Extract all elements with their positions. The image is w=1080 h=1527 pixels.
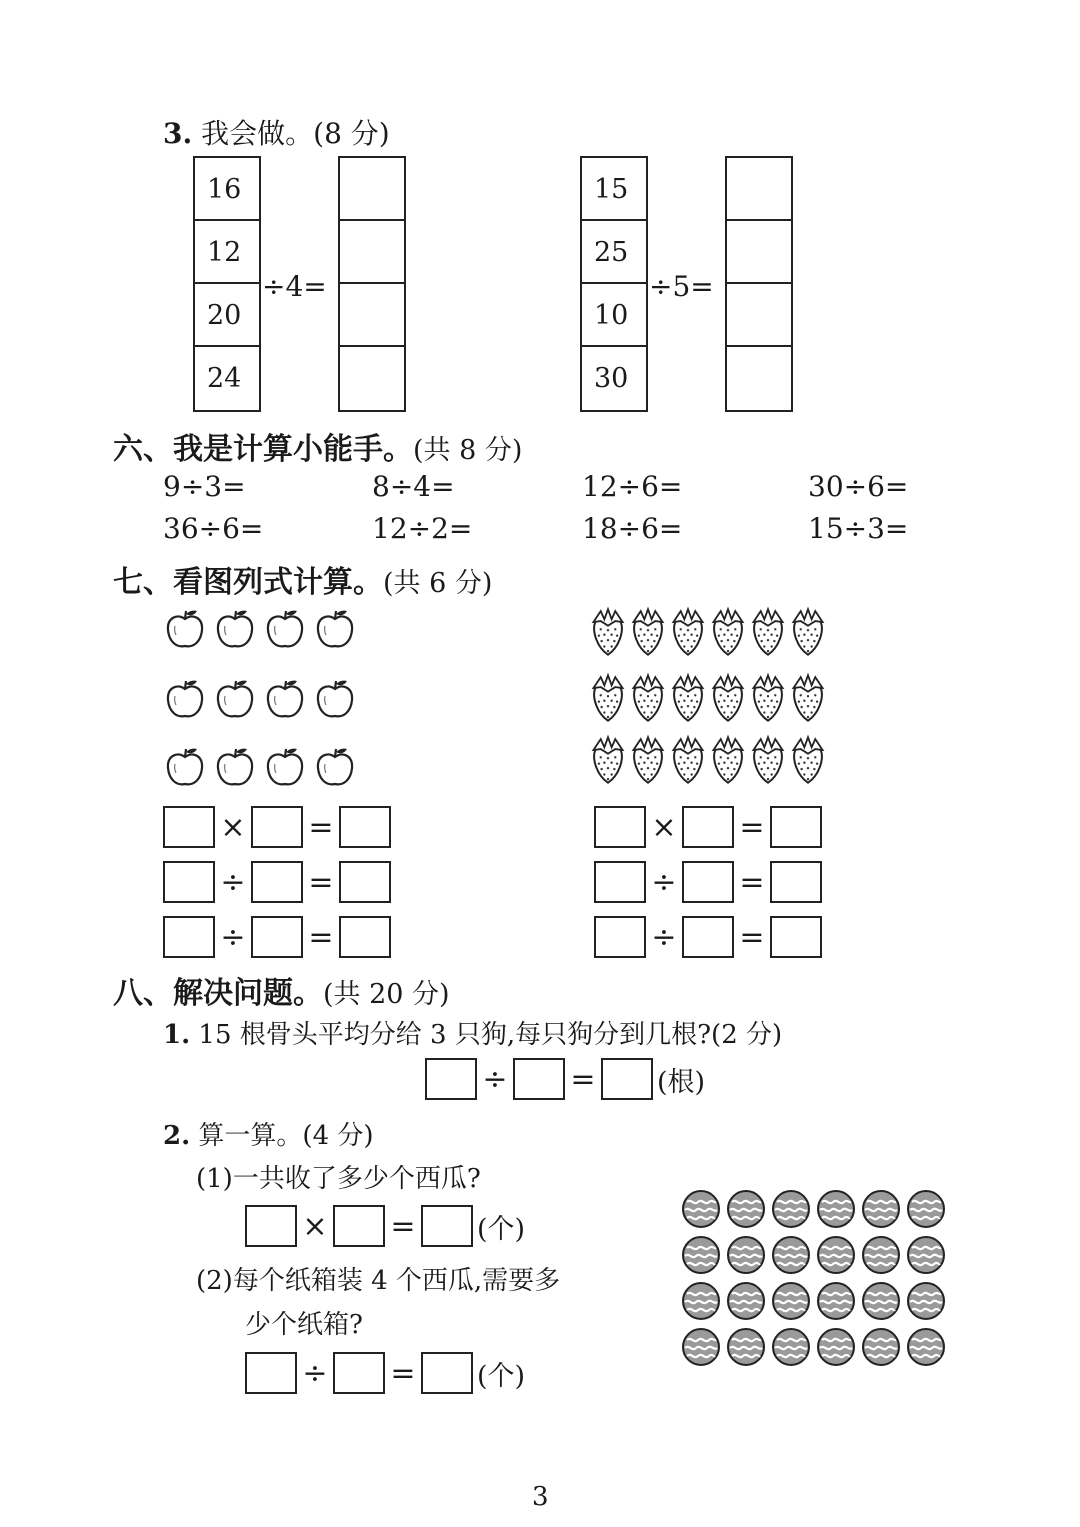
strawberry-icon bbox=[633, 609, 662, 654]
section-8-title: 八、解决问题。 bbox=[113, 976, 323, 1011]
watermelon-icon bbox=[818, 1329, 854, 1365]
operator: ÷ bbox=[302, 1355, 328, 1391]
answer-box[interactable] bbox=[727, 221, 791, 284]
strawberry-group bbox=[588, 604, 838, 793]
right-answer-column bbox=[725, 156, 793, 412]
answer-box[interactable] bbox=[421, 1352, 473, 1394]
strawberry-icon bbox=[633, 675, 662, 720]
q1-text: 15 根骨头平均分给 3 只狗,每只狗分到几根?(2 分) bbox=[198, 1020, 783, 1050]
equals-sign: = bbox=[739, 864, 765, 900]
section-7-heading bbox=[113, 557, 492, 601]
strawberry-icon bbox=[753, 675, 782, 720]
answer-box[interactable] bbox=[727, 347, 791, 410]
apple-grid bbox=[163, 608, 363, 798]
strawberry-icon bbox=[633, 737, 662, 782]
strawberry-icon bbox=[593, 737, 622, 782]
page-number: 3 bbox=[532, 1482, 549, 1512]
answer-box[interactable] bbox=[333, 1205, 385, 1247]
q2-sub1-equation bbox=[245, 1205, 525, 1247]
strawberry-equation-row bbox=[594, 861, 822, 903]
answer-box[interactable] bbox=[682, 916, 734, 958]
q2-number: 2. bbox=[163, 1121, 191, 1151]
apple-icon bbox=[268, 611, 302, 647]
watermelon-icon bbox=[863, 1237, 899, 1273]
watermelon-icon bbox=[773, 1191, 809, 1227]
operator: ÷ bbox=[482, 1061, 508, 1097]
q2-heading bbox=[163, 1115, 374, 1152]
strawberry-icon bbox=[593, 609, 622, 654]
operator: × bbox=[651, 809, 677, 845]
answer-box[interactable] bbox=[340, 347, 404, 410]
strawberry-icon bbox=[793, 609, 822, 654]
watermelon-icon bbox=[818, 1283, 854, 1319]
watermelon-icon bbox=[773, 1283, 809, 1319]
answer-box[interactable] bbox=[333, 1352, 385, 1394]
answer-box[interactable] bbox=[425, 1058, 477, 1100]
answer-box[interactable] bbox=[339, 861, 391, 903]
watermelon-group bbox=[681, 1189, 951, 1379]
calc-item: 8÷4= bbox=[372, 470, 455, 503]
section-8-points: (共 20 分) bbox=[323, 979, 450, 1010]
answer-box[interactable] bbox=[682, 861, 734, 903]
strawberry-icon bbox=[793, 675, 822, 720]
watermelon-icon bbox=[683, 1191, 719, 1227]
right-operator: ÷5= bbox=[649, 270, 714, 303]
left-value-column bbox=[193, 156, 261, 412]
operator: ÷ bbox=[651, 919, 677, 955]
answer-box[interactable] bbox=[594, 861, 646, 903]
answer-box[interactable] bbox=[727, 158, 791, 221]
answer-box[interactable] bbox=[163, 806, 215, 848]
watermelon-icon bbox=[908, 1237, 944, 1273]
equals-sign: = bbox=[739, 919, 765, 955]
watermelon-icon bbox=[683, 1329, 719, 1365]
left-value-cell: 20 bbox=[195, 284, 259, 347]
strawberry-grid bbox=[588, 604, 838, 789]
watermelon-icon bbox=[683, 1283, 719, 1319]
answer-box[interactable] bbox=[513, 1058, 565, 1100]
watermelon-icon bbox=[908, 1283, 944, 1319]
apple-icon bbox=[318, 749, 352, 785]
watermelon-icon bbox=[908, 1191, 944, 1227]
calc-item: 12÷6= bbox=[582, 470, 683, 503]
strawberry-icon bbox=[753, 737, 782, 782]
answer-box[interactable] bbox=[340, 284, 404, 347]
section-6-heading bbox=[113, 424, 522, 468]
watermelon-icon bbox=[818, 1237, 854, 1273]
left-value-cell: 12 bbox=[195, 221, 259, 284]
left-operator: ÷4= bbox=[262, 270, 327, 303]
left-value-cell: 24 bbox=[207, 363, 242, 394]
q3-heading bbox=[163, 112, 390, 152]
section-7-title: 七、看图列式计算。 bbox=[113, 565, 383, 600]
answer-box[interactable] bbox=[245, 1205, 297, 1247]
watermelon-icon bbox=[728, 1329, 764, 1365]
equals-sign: = bbox=[308, 919, 334, 955]
answer-box[interactable] bbox=[594, 806, 646, 848]
section-6-points: (共 8 分) bbox=[413, 435, 523, 466]
answer-box[interactable] bbox=[770, 861, 822, 903]
watermelon-icon bbox=[863, 1191, 899, 1227]
answer-box[interactable] bbox=[770, 806, 822, 848]
right-value-cell: 30 bbox=[594, 363, 629, 394]
apple-icon bbox=[318, 611, 352, 647]
apple-icon bbox=[268, 681, 302, 717]
q2-sub2-text-cont: 少个纸箱? bbox=[245, 1310, 363, 1340]
equals-sign: = bbox=[308, 809, 334, 845]
watermelon-icon bbox=[728, 1237, 764, 1273]
left-answer-column bbox=[338, 156, 406, 412]
apple-group bbox=[163, 608, 363, 802]
unit-label: (根) bbox=[657, 1066, 706, 1098]
operator: × bbox=[302, 1208, 328, 1244]
calc-item: 9÷3= bbox=[163, 470, 246, 503]
equals-sign: = bbox=[739, 809, 765, 845]
calc-item: 15÷3= bbox=[808, 512, 909, 545]
right-value-cell: 15 bbox=[582, 158, 646, 221]
q1-number: 1. bbox=[163, 1020, 191, 1050]
apple-icon bbox=[218, 681, 252, 717]
q3-title: 我会做。(8 分) bbox=[201, 117, 390, 150]
strawberry-equation-row bbox=[594, 806, 822, 848]
q2-title: 算一算。(4 分) bbox=[198, 1121, 374, 1151]
answer-box[interactable] bbox=[682, 806, 734, 848]
answer-box[interactable] bbox=[601, 1058, 653, 1100]
section-6-title: 六、我是计算小能手。 bbox=[113, 432, 413, 467]
q2-sub2-text: (2)每个纸箱装 4 个西瓜,需要多 bbox=[196, 1266, 561, 1296]
operator: ÷ bbox=[651, 864, 677, 900]
apple-icon bbox=[218, 749, 252, 785]
calc-item: 12÷2= bbox=[372, 512, 473, 545]
apple-icon bbox=[318, 681, 352, 717]
watermelon-icon bbox=[908, 1329, 944, 1365]
watermelon-icon bbox=[773, 1237, 809, 1273]
apple-icon bbox=[168, 681, 202, 717]
strawberry-icon bbox=[593, 675, 622, 720]
strawberry-icon bbox=[713, 737, 742, 782]
answer-box[interactable] bbox=[594, 916, 646, 958]
answer-box[interactable] bbox=[251, 916, 303, 958]
apple-icon bbox=[218, 611, 252, 647]
watermelon-grid bbox=[681, 1189, 951, 1375]
answer-box[interactable] bbox=[163, 861, 215, 903]
answer-box[interactable] bbox=[245, 1352, 297, 1394]
answer-box[interactable] bbox=[727, 284, 791, 347]
calc-item: 18÷6= bbox=[582, 512, 683, 545]
strawberry-icon bbox=[793, 737, 822, 782]
q1-text-line bbox=[163, 1014, 782, 1051]
strawberry-icon bbox=[713, 675, 742, 720]
section-7-points: (共 6 分) bbox=[383, 568, 493, 599]
apple-equation-row bbox=[163, 806, 391, 848]
answer-box[interactable] bbox=[339, 916, 391, 958]
answer-box[interactable] bbox=[251, 861, 303, 903]
apple-icon bbox=[268, 749, 302, 785]
right-value-cell: 10 bbox=[582, 284, 646, 347]
answer-box[interactable] bbox=[340, 221, 404, 284]
watermelon-icon bbox=[728, 1191, 764, 1227]
unit-label: (个) bbox=[477, 1213, 526, 1245]
operator: ÷ bbox=[220, 864, 246, 900]
strawberry-icon bbox=[673, 609, 702, 654]
watermelon-icon bbox=[728, 1283, 764, 1319]
answer-box[interactable] bbox=[421, 1205, 473, 1247]
unit-label: (个) bbox=[477, 1360, 526, 1392]
q1-equation bbox=[425, 1058, 705, 1100]
operator: ÷ bbox=[220, 919, 246, 955]
watermelon-icon bbox=[863, 1283, 899, 1319]
equals-sign: = bbox=[390, 1355, 416, 1391]
q2-sub2-equation bbox=[245, 1352, 525, 1394]
section-8-heading bbox=[113, 968, 450, 1012]
strawberry-icon bbox=[753, 609, 782, 654]
apple-equation-row bbox=[163, 861, 391, 903]
answer-box[interactable] bbox=[340, 158, 404, 221]
apple-icon bbox=[168, 611, 202, 647]
answer-box[interactable] bbox=[770, 916, 822, 958]
watermelon-icon bbox=[818, 1191, 854, 1227]
left-value-cell: 16 bbox=[195, 158, 259, 221]
calc-item: 30÷6= bbox=[808, 470, 909, 503]
answer-box[interactable] bbox=[339, 806, 391, 848]
strawberry-icon bbox=[673, 737, 702, 782]
watermelon-icon bbox=[863, 1329, 899, 1365]
watermelon-icon bbox=[683, 1237, 719, 1273]
apple-equation-row bbox=[163, 916, 391, 958]
equals-sign: = bbox=[570, 1061, 596, 1097]
answer-box[interactable] bbox=[163, 916, 215, 958]
apple-icon bbox=[168, 749, 202, 785]
q2-sub1-text: (1)一共收了多少个西瓜? bbox=[196, 1164, 481, 1194]
right-value-cell: 25 bbox=[582, 221, 646, 284]
calc-item: 36÷6= bbox=[163, 512, 264, 545]
watermelon-icon bbox=[773, 1329, 809, 1365]
equals-sign: = bbox=[390, 1208, 416, 1244]
strawberry-icon bbox=[713, 609, 742, 654]
strawberry-equation-row bbox=[594, 916, 822, 958]
right-value-column bbox=[580, 156, 648, 412]
answer-box[interactable] bbox=[251, 806, 303, 848]
strawberry-icon bbox=[673, 675, 702, 720]
q3-number: 3. bbox=[163, 117, 193, 150]
equals-sign: = bbox=[308, 864, 334, 900]
operator: × bbox=[220, 809, 246, 845]
